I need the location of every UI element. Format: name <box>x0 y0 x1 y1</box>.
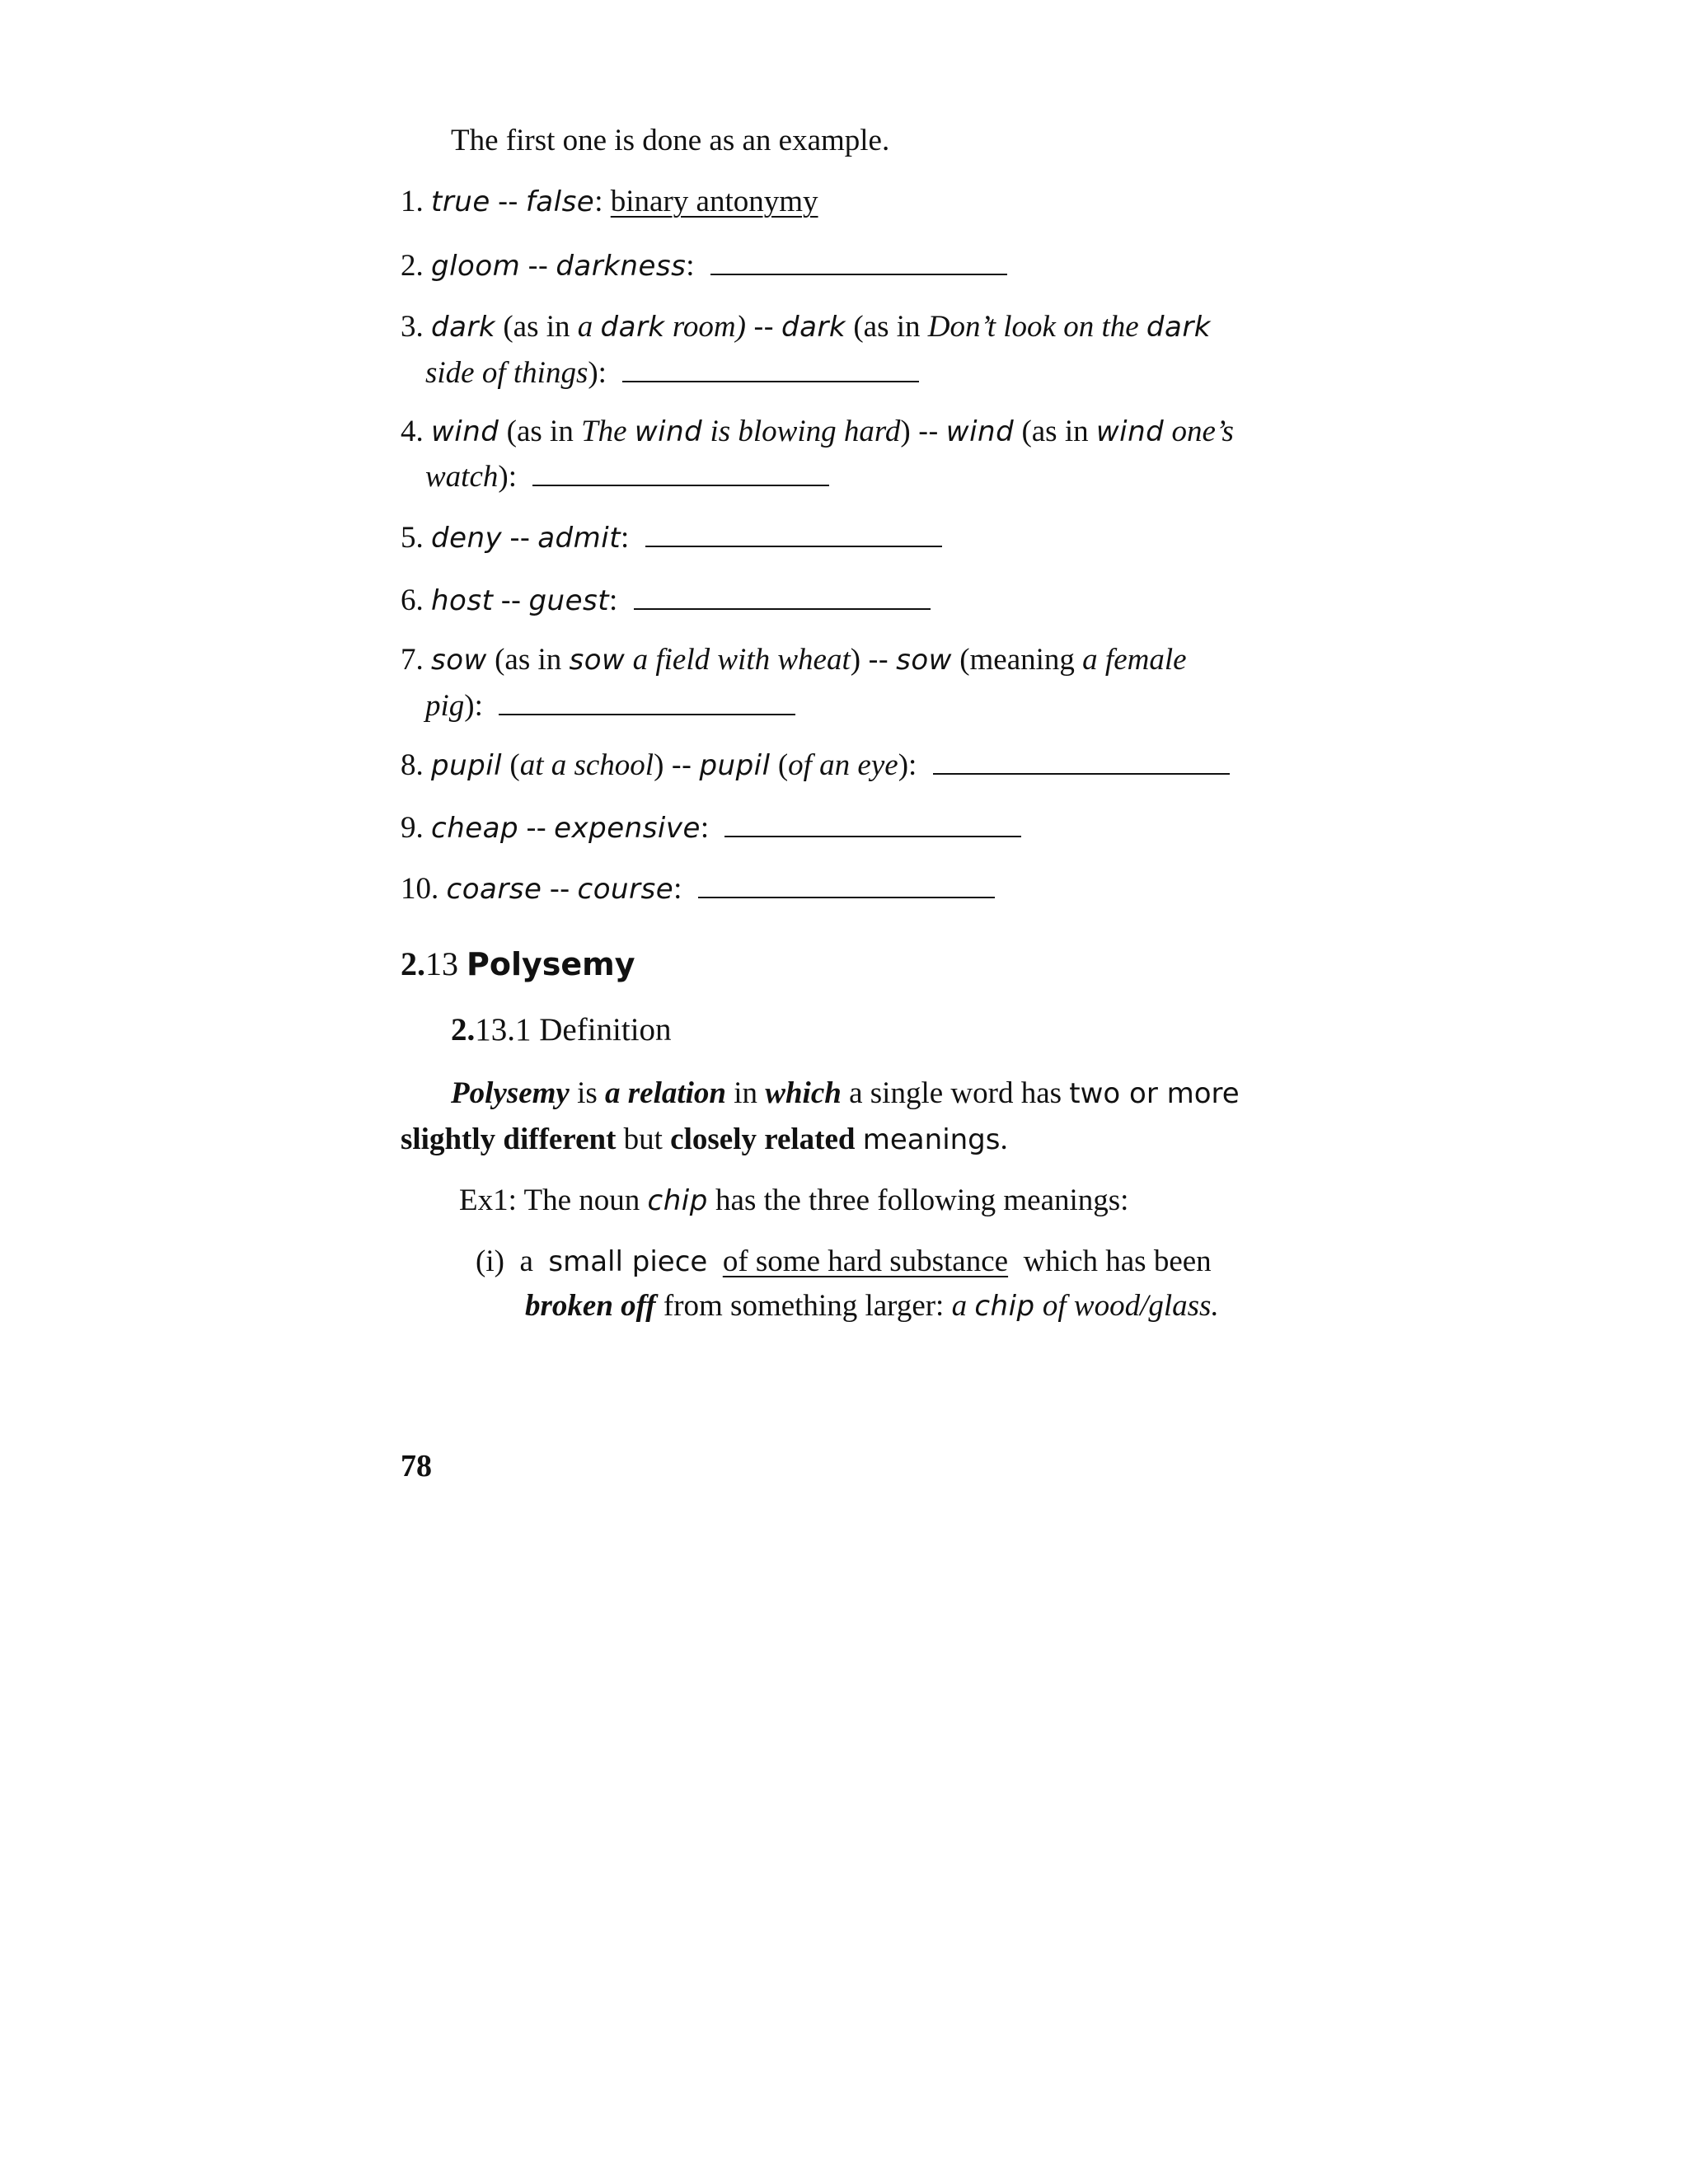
definition-line-1: Polysemy is a relation in which a single word has two or more <box>451 1076 1240 1110</box>
exercise-item-3-cont: side of things): <box>425 356 919 388</box>
exercise-item-10: 10. coarse -- course: <box>401 872 995 904</box>
example-line: Ex1: The noun chip has the three following meanings: <box>459 1183 1129 1217</box>
answer-blank[interactable] <box>622 356 919 382</box>
exercise-item-4: 4. wind (as in The wind is blowing hard) -- wind (as in wind one’s <box>401 415 1234 448</box>
subsection-heading: 2.13.1 Definition <box>451 1012 672 1047</box>
exercise-item-5: 5. deny -- admit: <box>401 521 942 553</box>
answer-blank[interactable] <box>724 811 1021 837</box>
exercise-item-8: 8. pupil (at a school) -- pupil (of an eye): <box>401 748 1230 780</box>
section-heading: 2.13 Polysemy <box>401 945 635 982</box>
exercise-item-2: 2. gloom -- darkness: <box>401 249 1007 281</box>
answer-text: binary antonymy <box>610 185 818 218</box>
exercise-item-7: 7. sow (as in sow a field with wheat) -- sow (meaning a female <box>401 643 1187 677</box>
answer-blank[interactable] <box>634 583 931 610</box>
exercise-item-7-cont: pig): <box>425 689 795 721</box>
answer-blank[interactable] <box>698 872 995 898</box>
answer-blank[interactable] <box>532 460 829 486</box>
answer-blank[interactable] <box>645 521 942 547</box>
intro-text: The first one is done as an example. <box>451 124 890 157</box>
answer-blank[interactable] <box>499 689 795 715</box>
definition-line-2: slightly different but closely related meanings. <box>401 1122 1008 1156</box>
exercise-item-6: 6. host -- guest: <box>401 583 931 616</box>
answer-blank[interactable] <box>710 249 1007 275</box>
meaning-i-line-1: (i) a small piece of some hard substance which has been <box>476 1244 1212 1278</box>
exercise-item-9: 9. cheap -- expensive: <box>401 811 1021 843</box>
answer-blank[interactable] <box>933 748 1230 775</box>
exercise-item-4-cont: watch): <box>425 460 829 492</box>
page-number: 78 <box>401 1449 432 1483</box>
exercise-item-1: 1. true -- false: binary antonymy <box>401 185 818 218</box>
meaning-i-line-2: broken off from something larger: a chip of wood/glass. <box>525 1289 1219 1323</box>
exercise-item-3: 3. dark (as in a dark room) -- dark (as in Don’t look on the dark <box>401 310 1211 344</box>
